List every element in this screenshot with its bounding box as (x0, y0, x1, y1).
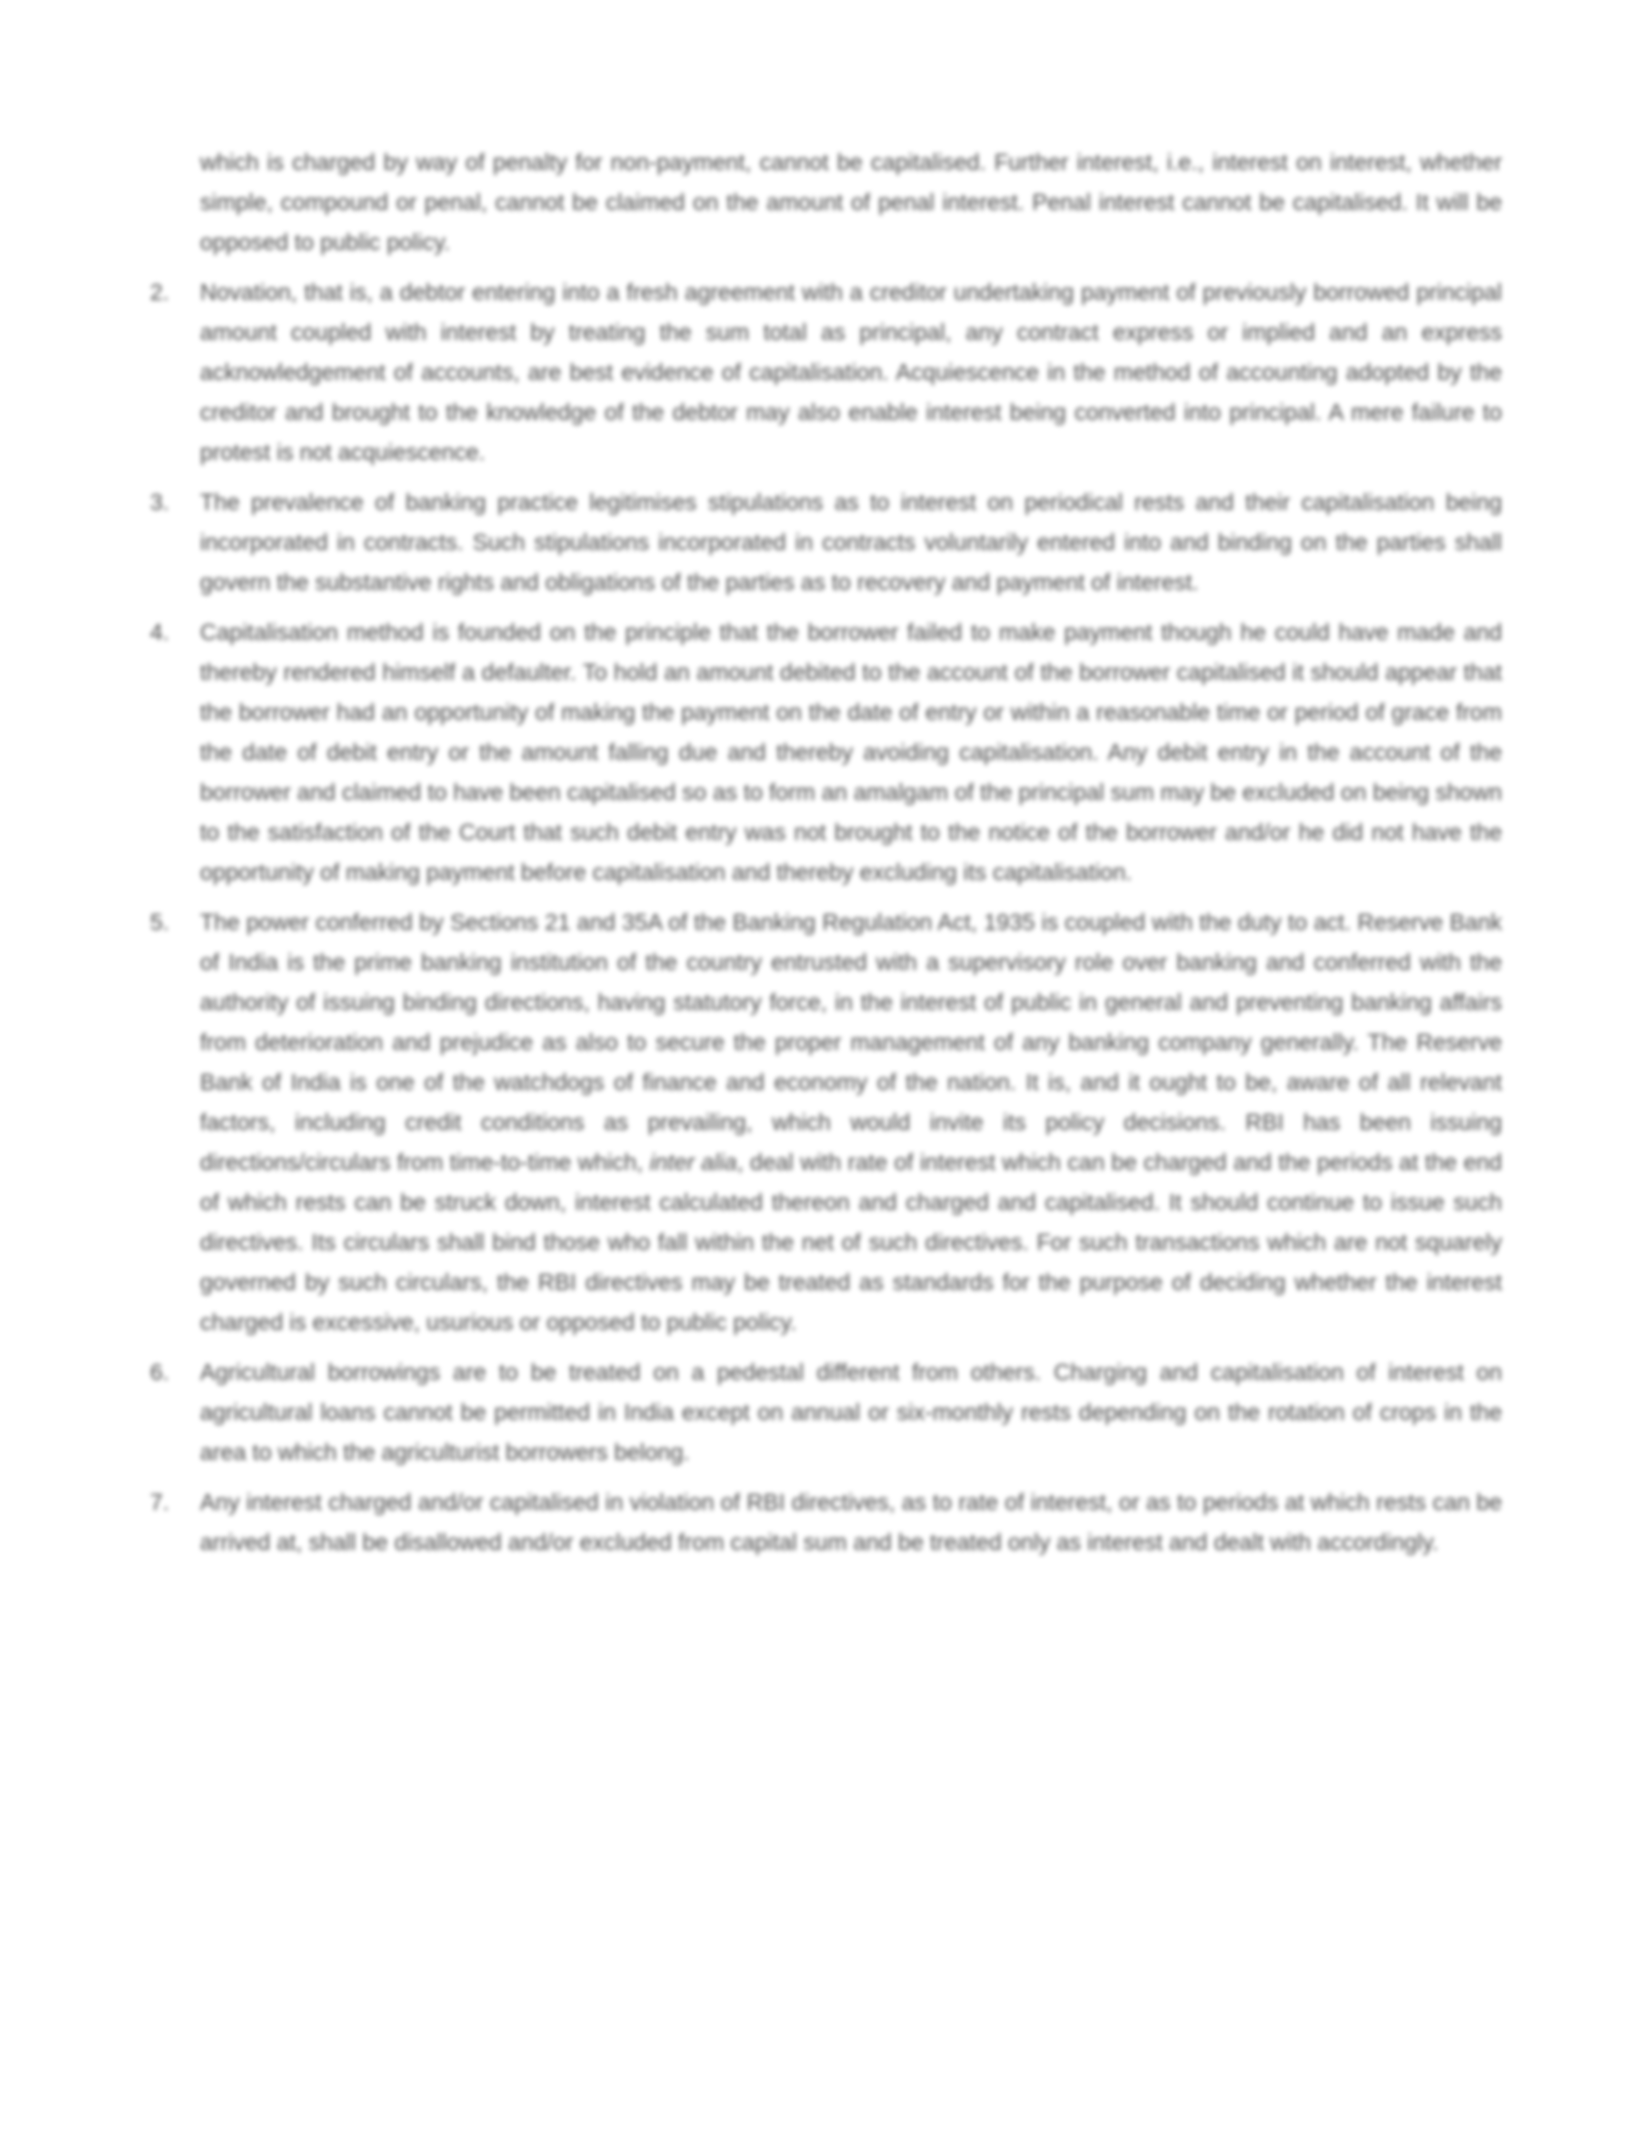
list-item-4 (150, 612, 1502, 892)
list-text-part: The power conferred by Sections 21 and 35A of the Banking Regulation Act, 1935 is coupled with the duty to act. Reserve Bank of India is the prime banking institution of the country entrusted with a supervisory role over banking and conferred with the authority of issuing binding directions, having statutory force, in the interest of public in general and preventing banking affairs from deterioration and prejudice as also to secure the proper management of any banking company generally. The Reserve Bank of India is one of the watchdogs of finance and economy of the nation. It is, and it ought to be, aware of all relevant factors, including credit conditions as prevailing, which would invite its policy decisions. RBI has been issuing directions/circulars from time-to-time which, (200, 909, 1502, 1175)
list-number: 3. (150, 489, 170, 515)
list-text: Agricultural borrowings are to be treated on a pedestal different from others. Charging and capitalisation of interest on agricultural loans cannot be permitted in India except on annual or six-monthly rests depending on the rotation of crops in the area to which the agriculturist borrowers belong. (200, 1359, 1502, 1465)
list-text: Novation, that is, a debtor entering into a fresh agreement with a creditor undertaking payment of previously borrowed principal amount coupled with interest by treating the sum total as principal, any contract express or implied and an express acknowledgement of accounts, are best evidence of capitalisation. Acquiescence in the method of accounting adopted by the creditor and brought to the knowledge of the debtor may also enable interest being converted into principal. A mere failure to protest is not acquiescence. (200, 279, 1502, 465)
latin-phrase: inter alia (649, 1149, 737, 1175)
list-number: 4. (150, 619, 170, 645)
paragraph-continuation: which is charged by way of penalty for non-payment, cannot be capitalised. Further interest, i.e., interest on interest, whether simple, compound or penal, cannot be claimed on the amount of penal interest. Penal interest cannot be capitalised. It will be opposed to public policy. (200, 149, 1502, 255)
list-text: Any interest charged and/or capitalised in violation of RBI directives, as to rate of interest, or as to periods at which rests can be arrived at, shall be disallowed and/or excluded from capital sum and be treated only as interest and dealt with accordingly. (200, 1489, 1502, 1555)
list-text-part: , deal with rate of interest which can be charged and the periods at the end of which rests can be struck down, interest calculated thereon and charged and capitalised. It should continue to issue such directives. Its circulars shall bind those who fall within the net of such directives. For such transactions which are not squarely governed by such circulars, the RBI directives may be treated as standards for the purpose of deciding whether the interest charged is excessive, usurious or opposed to public policy. (200, 1149, 1503, 1335)
list-item-3 (150, 482, 1502, 602)
list-item-5 (150, 902, 1502, 1342)
list-number: 2. (150, 279, 170, 305)
list-item-7 (150, 1482, 1502, 1562)
list-number: 7. (150, 1489, 170, 1515)
list-text: Capitalisation method is founded on the principle that the borrower failed to make payment though he could have made and thereby rendered himself a defaulter. To hold an amount debited to the account of the borrower capitalised it should appear that the borrower had an opportunity of making the payment on the date of entry or within a reasonable time or period of grace from the date of debit entry or the amount falling due and thereby avoiding capitalisation. Any debit entry in the account of the borrower and claimed to have been capitalised so as to form an amalgam of the principal sum may be excluded on being shown to the satisfaction of the Court that such debit entry was not brought to the notice of the borrower and/or he did not have the opportunity of making payment before capitalisation and thereby excluding its capitalisation. (200, 619, 1502, 885)
list-number: 6. (150, 1359, 170, 1385)
list-number: 5. (150, 909, 170, 935)
list-text: The prevalence of banking practice legitimises stipulations as to interest on periodical rests and their capitalisation being incorporated in contracts. Such stipulations incorporated in contracts voluntarily entered into and binding on the parties shall govern the substantive rights and obligations of the parties as to recovery and payment of interest. (200, 489, 1502, 595)
list-text (200, 902, 1502, 1342)
list-item-6 (150, 1352, 1502, 1472)
list-item-2 (150, 272, 1502, 472)
